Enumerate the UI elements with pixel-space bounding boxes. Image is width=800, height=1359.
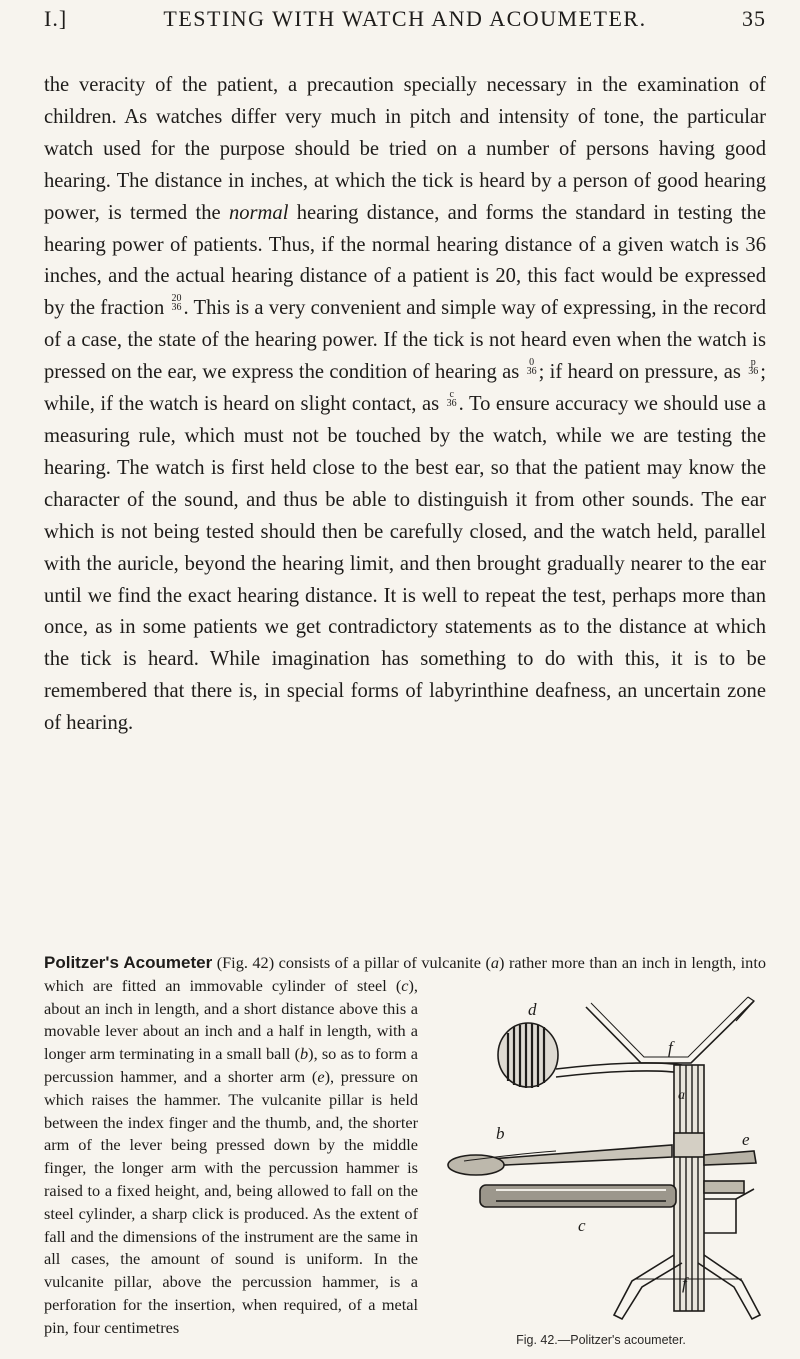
short-arm-e [704,1151,756,1165]
lower-bracket-left [614,1255,682,1319]
main-paragraph [44,70,766,740]
label-e: e [742,1129,750,1149]
label-a: a [678,1087,685,1103]
running-header [44,6,766,40]
acoumeter-illustration [436,985,766,1325]
cylinder-c [480,1185,676,1207]
label-d: d [528,999,537,1019]
lower-bracket-right [698,1255,760,1319]
fraction-20-36: 20 36 [171,293,182,314]
paragraph-acoumeter: Politzer's Acoumeter (Fig. 42) consists of a pillar of vulcanite (a) rather more than an inch in length, into which are fitted an immovable cylinder of steel (c d f b a e c f Fig. 42.—Politzer's acoumeter. ), about an inch in length, and a short distance above this a movable lever about an inch and a half in length, with a longer arm terminating in a small ball (b), so as to form a percussion hammer, and a shorter arm (e), pressure on which raises the hammer. The vulcanite pillar is held between the index finger and the thumb, and, the shorter arm of the lever being pressed down by the middle finger, the longer arm with the percussion hammer is raised to a fixed height, and, being allowed to fall on the steel cylinder, a sharp click is produced. As the extent of fall and the dimensions of the instrument are the same in all cases, the amount of sound is uniform. In the vulcanite pillar, above the percussion hammer, is a perforation for the insertion, when required, of a metal pin, four centimetres [44,952,766,1340]
figure-42 [436,981,766,1359]
emphasis-normal: normal [228,201,289,224]
section-heading: Politzer's Acoumeter [44,953,213,972]
acoumeter-section [44,952,766,1359]
label-f-bottom: f [682,1273,687,1293]
paragraph-watch-test: the veracity of the patient, a precaution specially necessary in the examination of children. As watches differ very much in pitch and intensity of tone, the particular watch used for the purpose should be tried on a number of persons having good hearing. The distance in inches, at which the tick is heard by a person of good hearing power, is termed the normal hearing distance, and forms the standard in testing the hearing power of patients. Thus, if the normal hearing distance of a given watch is 36 inches, and the actual hearing distance of a patient is 20, this fact would be expressed by the fraction 20 36 . This is a very convenient and simple way of expressing, in the record of a case, the state of the hearing power. If the tick is not heard even when the watch is pressed on the ear, we express the condition of hearing as 0 36 ; if heard on pressure, as p 36 ; while, if the watch is heard on slight contact, as c 36 . To ensure accuracy we should use a measuring rule, which must not be touched by the watch, while we are testing the hearing. The watch is first held close to the best ear, so that the patient may know the character of the sound, and thus be able to distinguish it from other sounds. The ear which is not being tested should then be carefully closed, and the watch held, parallel with the auricle, beyond the hearing limit, and then brought gradually nearer to the ear until we find the exact hearing distance. It is well to repeat the test, perhaps more than once, as in some patients we get contradictory statements as to the distance at which the tick is heard. While imagination has something to do with this, it is to be remembered that there is, in special forms of labyrinthine deafness, an uncertain zone of hearing. [44,74,767,735]
label-c: c [578,1215,586,1235]
fraction-0-36: 0 36 [526,357,537,378]
figure-caption: Fig. 42.—Politzer's acoumeter. [516,1332,686,1347]
running-title: TESTING WITH WATCH AND ACOUMETER. [163,6,647,31]
fraction-c-36: c 36 [446,389,457,410]
section-marker: I.] [44,6,68,31]
fraction-p-36: p 36 [748,357,759,378]
label-b: b [496,1123,505,1143]
label-f-top: f [668,1037,673,1057]
page-number: 35 [742,6,766,31]
